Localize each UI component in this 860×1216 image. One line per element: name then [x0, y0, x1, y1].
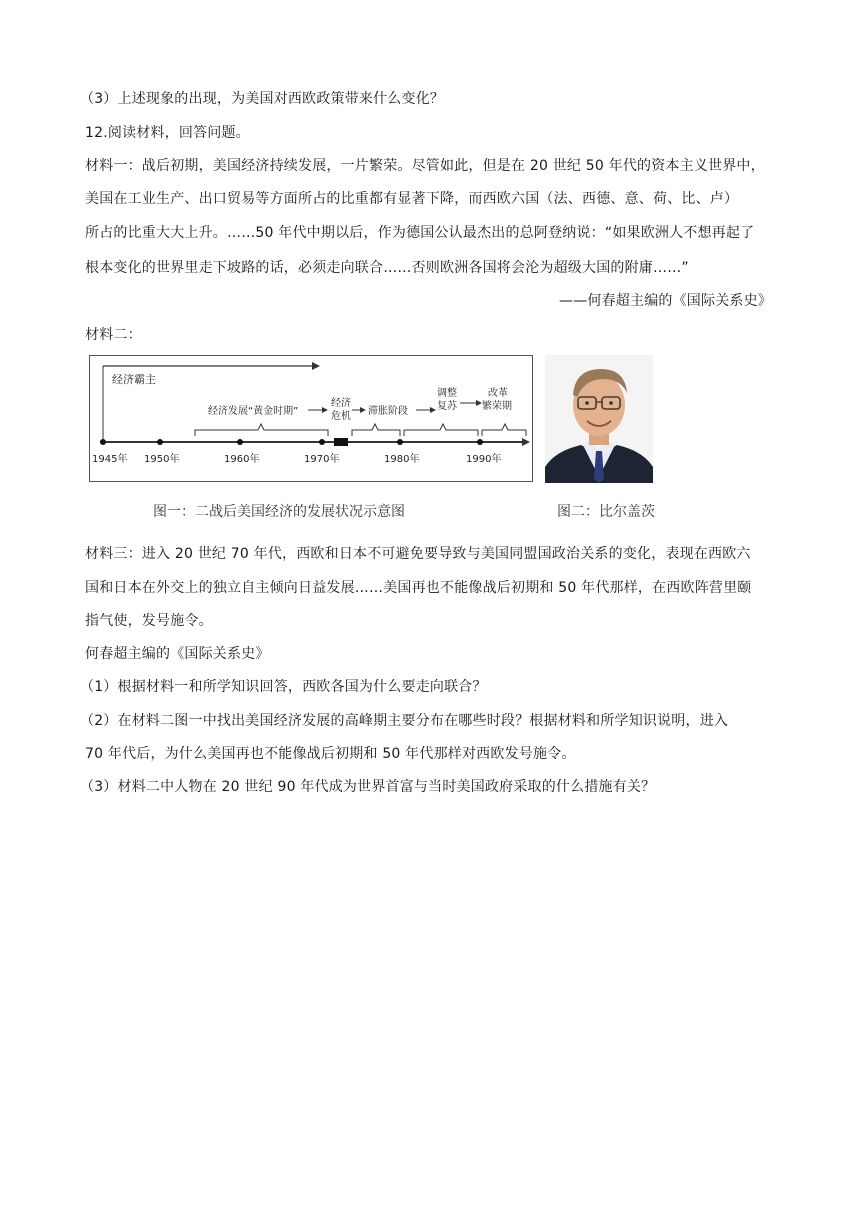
material-1-line-4: 根本变化的世界里走下坡路的话，必须走向联合……否则欧洲各国将会沦为超级大国的附庸……” — [85, 260, 689, 276]
question-1: （1）根据材料一和所学知识回答，西欧各国为什么要走向联合？ — [80, 679, 487, 695]
label-reform-1: 改革 — [488, 388, 508, 399]
label-reform-2: 繁荣期 — [482, 401, 512, 412]
year-label: 1950年 — [144, 454, 180, 465]
material-1-source: ——何春超主编的《国际关系史》 — [559, 293, 772, 309]
timeline-svg — [90, 356, 534, 483]
material-3-source: 何春超主编的《国际关系史》 — [85, 646, 270, 662]
material-3-line-1: 材料三：进入 20 世纪 70 年代，西欧和日本不可避免要导致与美国同盟国政治关系的变化，表现在西欧六 — [85, 546, 751, 562]
us-economy-timeline-figure — [89, 355, 533, 482]
figure-1-caption: 图一：二战后美国经济的发展状况示意图 — [153, 504, 405, 520]
label-stagnation: 滞胀阶段 — [368, 406, 408, 417]
year-label: 1970年 — [304, 454, 340, 465]
brace-golden — [195, 424, 328, 436]
year-label: 1980年 — [384, 454, 420, 465]
material-1-line-3: 所占的比重大大上升。……50 年代中期以后，作为德国公认最杰出的总阿登纳说：“如果欧洲人不想再起了 — [85, 225, 755, 241]
brace-stagnation — [352, 424, 400, 436]
year-label: 1960年 — [224, 454, 260, 465]
label-hegemony: 经济霸主 — [112, 373, 156, 386]
label-crisis-1: 经济 — [331, 398, 351, 409]
brace-reform — [482, 424, 526, 436]
label-crisis-2: 危机 — [331, 411, 351, 422]
year-label: 1945年 — [92, 454, 128, 465]
question-2-line-1: （2）在材料二图一中找出美国经济发展的高峰期主要分布在哪些时段？根据材料和所学知识说明，进入 — [80, 713, 729, 729]
question-2-line-2: 70 年代后，为什么美国再也不能像战后初期和 50 年代那样对西欧发号施令。 — [85, 746, 576, 762]
portrait-svg — [545, 355, 653, 483]
material-3-line-3: 指气使，发号施令。 — [85, 613, 213, 629]
crisis-block — [334, 438, 348, 446]
question-12-title: 12.阅读材料，回答问题。 — [85, 125, 250, 141]
label-adjust-2: 复苏 — [437, 401, 457, 412]
material-1-line-1: 材料一：战后初期，美国经济持续发展，一片繁荣。尽管如此，但是在 20 世纪 50 年代的资本主义世界中， — [85, 158, 765, 174]
year-label: 1990年 — [466, 454, 502, 465]
previous-question-3: （3）上述现象的出现，为美国对西欧政策带来什么变化？ — [80, 91, 445, 107]
label-golden-period: 经济发展“黄金时期” — [208, 406, 299, 417]
label-adjust-1: 调整 — [437, 388, 457, 399]
bill-gates-photo — [545, 355, 653, 483]
material-1-line-2: 美国在工业生产、出口贸易等方面所占的比重都有显著下降，而西欧六国（法、西德、意、荷、比、卢） — [85, 191, 739, 207]
figure-2-caption: 图二：比尔盖茨 — [557, 504, 655, 520]
hegemony-arrowhead — [312, 362, 320, 370]
brace-adjust — [404, 424, 478, 436]
material-3-line-2: 国和日本在外交上的独立自主倾向日益发展……美国再也不能像战后初期和 50 年代那样，在西欧阵营里颐 — [85, 580, 752, 596]
material-2-label: 材料二： — [85, 327, 142, 343]
question-3: （3）材料二中人物在 20 世纪 90 年代成为世界首富与当时美国政府采取的什么措施有关？ — [80, 779, 656, 795]
